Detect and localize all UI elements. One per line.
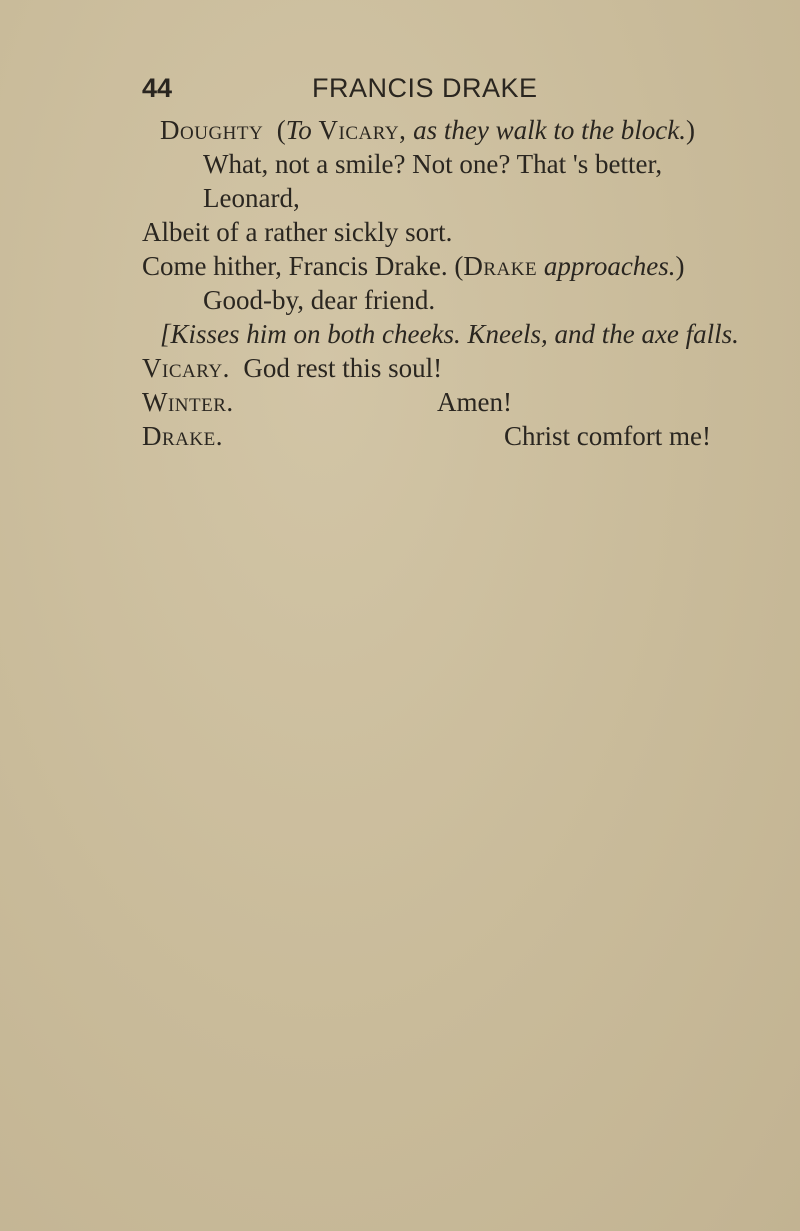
name-vicary: Vicary, [318,115,407,145]
line-doughty [160,114,695,146]
speaker-doughty: Doughty [160,115,264,145]
name-drake: Drake [463,251,538,281]
line-good-by: Good-by, dear friend. [203,285,436,315]
stage-to: To [285,115,312,145]
line-albeit: Albeit of a rather sickly sort. [142,217,453,247]
line-drake-speaker [142,420,223,452]
vicary-speech: God rest this soul! [243,353,443,383]
drake-speech: Christ comfort me! [504,421,711,451]
running-title: FRANCIS DRAKE [312,73,538,103]
page-number: 44 [142,73,173,103]
stage-direction-walk: as they walk to the block. [413,115,687,145]
stage-direction-kisses: [Kisses him on both cheeks. Kneels, and the axe falls. [160,319,739,349]
stage-direction-approaches: approaches. [543,251,676,281]
line-winter-speaker [142,386,234,418]
winter-speech: Amen! [437,387,512,417]
line-vicary [142,352,442,384]
paren-close-2: ) [675,251,685,281]
come-hither-text: Come hither, Francis Drake. ( [142,251,464,281]
line-come-hither [142,250,685,282]
paren-open: ( [276,115,286,145]
paren-close: ) [686,115,696,145]
speaker-drake: Drake. [142,421,223,451]
line-what-not-a-smile: What, not a smile? Not one? That 's better, [203,149,663,179]
line-leonard: Leonard, [203,183,300,213]
speaker-winter: Winter. [142,387,234,417]
speaker-vicary: Vicary. [142,353,230,383]
